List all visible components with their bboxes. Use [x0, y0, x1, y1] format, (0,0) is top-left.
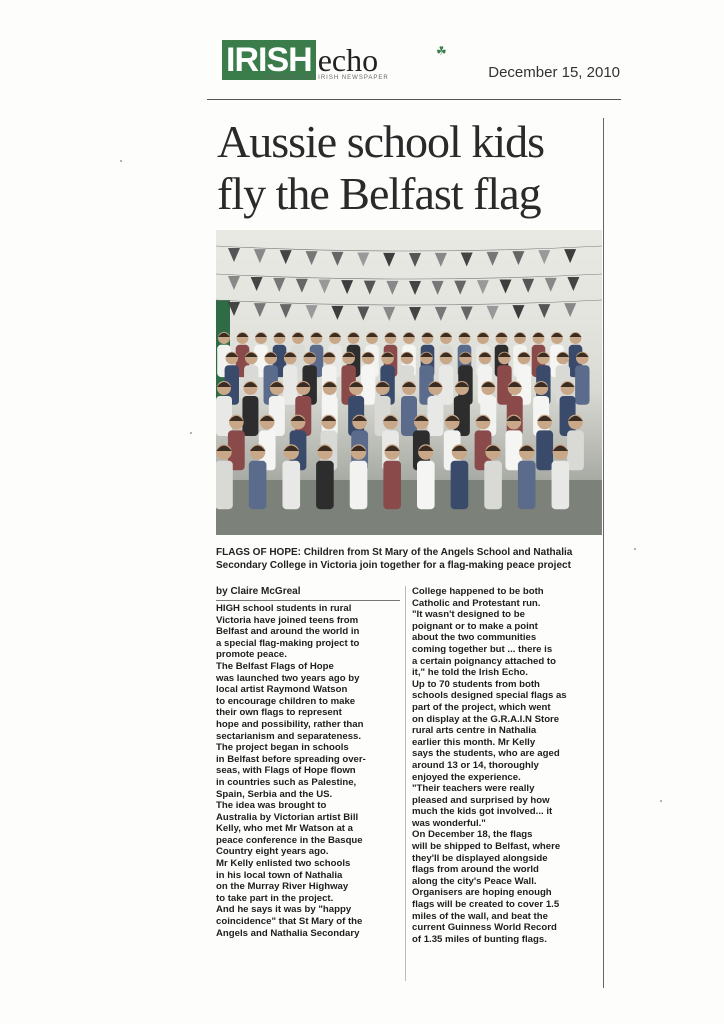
article-line: On December 18, the flags [412, 829, 533, 841]
logo-echo: echo [317, 42, 379, 78]
bunting-pennant [564, 249, 576, 263]
bunting-pennant [409, 253, 421, 267]
student-body [216, 461, 233, 509]
bunting-pennant [228, 276, 240, 290]
article-column-2 [412, 586, 598, 945]
bunting-pennant [538, 250, 550, 264]
article-line: in his local town of Nathalia [216, 869, 343, 881]
student-hair [496, 333, 508, 337]
student-hair [366, 333, 378, 337]
bunting-pennant [341, 280, 353, 294]
bunting-pennant [435, 307, 447, 321]
article-line: will be shipped to Belfast, where [412, 841, 561, 853]
article-line: it," he told the Irish Echo. [412, 667, 528, 679]
student-hair [255, 333, 267, 337]
article-line: was launched two years ago by [216, 672, 360, 684]
article-line: to take part in the project. [216, 892, 334, 904]
student-hair [551, 333, 563, 337]
article-line: pleased and surprised by how [412, 794, 550, 806]
photo-caption [216, 546, 606, 572]
bunting-pennant [522, 279, 534, 293]
bunting-pennant [228, 248, 240, 262]
student-body [575, 365, 589, 405]
article-line: hope and possibility, rather than [216, 718, 364, 730]
student-hair [274, 333, 286, 337]
student-body [552, 461, 570, 509]
article-line: schools designed special flags as [412, 690, 567, 702]
bunting-pennant [273, 278, 285, 292]
bunting-pennant [251, 277, 263, 291]
bunting-pennant [280, 250, 292, 264]
article-line: College happened to be both [412, 586, 544, 597]
article-line: Spain, Serbia and the US. [216, 788, 333, 800]
bunting-pennant [364, 281, 376, 295]
irish-echo-logo [222, 40, 447, 81]
article-line: to encourage children to make [216, 695, 356, 707]
logo-irish: IRISH [222, 40, 316, 80]
article-line: in countries such as Palestine, [216, 776, 357, 788]
article-line: Up to 70 students from both [412, 678, 540, 690]
student-body [567, 430, 584, 470]
bunting-pennant [386, 281, 398, 295]
article-line: rural arts centre in Nathalia [412, 725, 537, 737]
article-line: says the students, who are aged [412, 748, 560, 760]
bunting-pennant [254, 249, 266, 263]
article-line: The idea was brought to [216, 800, 327, 812]
article-line: was wonderful." [412, 817, 486, 829]
student-body [249, 461, 267, 509]
article-line: Kelly, who met Mr Watson at a [216, 823, 353, 835]
student-body [401, 396, 417, 436]
masthead-rule [207, 99, 621, 100]
student-body [216, 396, 232, 436]
article-line: coincidence" that St Mary of the [216, 916, 363, 928]
bunting-pennant [331, 252, 343, 266]
student-hair [422, 333, 434, 337]
article-line: a certain poignancy attached to [412, 655, 556, 667]
bunting-pennant [306, 305, 318, 319]
bunting-pennant [383, 253, 395, 267]
student-hair [311, 333, 323, 337]
article-line: much the kids got involved... it [412, 806, 553, 818]
headline-line-2: fly the Belfast flag [217, 168, 541, 219]
publication-date: December 15, 2010 [488, 64, 620, 81]
student-hair [553, 445, 568, 451]
student-hair [533, 333, 545, 337]
article-line: promote peace. [216, 649, 287, 661]
article-line: Victoria have joined teens from [216, 614, 359, 626]
group-photo-illustration [216, 230, 602, 535]
bunting-pennant [512, 251, 524, 265]
bunting-pennant [461, 307, 473, 321]
student-body [242, 396, 258, 436]
student-hair [385, 333, 397, 337]
logo-tagline: AUSTRALIA'S IRISH NEWSPAPER [266, 75, 389, 81]
bunting-pennant [409, 281, 421, 295]
student-body [417, 461, 435, 509]
group-photo [216, 230, 602, 535]
article-line: along the city's Peace Wall. [412, 875, 537, 887]
article-line: Country eight years ago. [216, 846, 329, 858]
article-line: Organisers are hoping enough [412, 887, 552, 899]
bunting-pennant [357, 253, 369, 267]
student-hair [237, 333, 249, 337]
article-line: on the Murray River Highway [216, 881, 349, 893]
scan-speck [634, 548, 636, 550]
bunting-pennant [409, 307, 421, 321]
bunting-pennant [306, 251, 318, 265]
bunting-pennant [454, 281, 466, 295]
bunting-pennant [512, 305, 524, 319]
article-line: they'll be displayed alongside [412, 852, 548, 864]
article-line: "Their teachers were really [412, 783, 535, 795]
article-line: their own flags to represent [216, 707, 342, 719]
bunting-pennant [487, 252, 499, 266]
student-hair [459, 333, 471, 337]
bunting-pennant [538, 304, 550, 318]
article-line: Angels and Nathalia Secondary [216, 927, 360, 939]
student-hair [477, 333, 489, 337]
student-body [484, 461, 502, 509]
article-line: peace conference in the Basque [216, 834, 363, 846]
bunting-pennant [254, 303, 266, 317]
student-body [283, 365, 297, 405]
article-line: seas, with Flags of Hope flown [216, 765, 356, 777]
bunting-pennant [564, 303, 576, 317]
article-line: a special flag-making project to [216, 637, 360, 649]
student-hair [329, 333, 341, 337]
bunting-pennant [477, 280, 489, 294]
byline-rule [216, 600, 400, 601]
caption-text: Children from St Mary of the Angels School and Nathalia Secondary College in Victoria join together for a flag-making peace project [216, 547, 573, 571]
column-divider [405, 586, 406, 981]
photo-floor [216, 480, 602, 535]
bunting-pennant [500, 280, 512, 294]
bunting-pennant [461, 253, 473, 267]
article-line: flags from around the world [412, 864, 539, 876]
student-body [451, 461, 469, 509]
bunting-pennant [545, 278, 557, 292]
byline: by Claire McGreal [216, 586, 301, 597]
article-line: local artist Raymond Watson [216, 684, 348, 696]
scan-speck [190, 432, 192, 434]
bunting-pennant [435, 253, 447, 267]
article-column-1 [216, 603, 402, 939]
bunting-pennant [567, 277, 579, 291]
article-line: earlier this month. Mr Kelly [412, 736, 536, 748]
article-line: "It wasn't designed to be [412, 609, 525, 621]
article-line: on display at the G.R.A.I.N Store [412, 713, 560, 725]
article-line: Catholic and Protestant run. [412, 597, 541, 609]
student-hair [570, 333, 582, 337]
article-line: of 1.35 miles of bunting flags. [412, 933, 547, 945]
article-line: around 13 or 14, thoroughly [412, 759, 539, 771]
article-line: Mr Kelly enlisted two schools [216, 858, 351, 870]
student-body [383, 461, 401, 509]
article-line: The Belfast Flags of Hope [216, 660, 334, 672]
bunting-pennant [357, 307, 369, 321]
student-hair [292, 333, 304, 337]
article-line: current Guinness World Record [412, 922, 557, 934]
article-line: And he says it was by "happy [216, 904, 352, 916]
article-line: HIGH school students in rural [216, 603, 352, 614]
article-line: poignant or to make a point [412, 620, 538, 632]
bunting-pennant [296, 279, 308, 293]
article-line: part of the project, which went [412, 701, 551, 713]
shamrock-icon: ☘ [436, 44, 447, 58]
article-line: flags will be created to cover 1.5 [412, 899, 560, 911]
article-line: coming together but ... there is [412, 643, 553, 655]
article-line: enjoyed the experience. [412, 771, 521, 783]
bunting-pennant [319, 280, 331, 294]
student-body [518, 461, 536, 509]
bunting-pennant [280, 304, 292, 318]
bunting-pennant [383, 307, 395, 321]
article-headline [217, 116, 607, 220]
bunting-pennant [487, 306, 499, 320]
article-line: Belfast and around the world in [216, 626, 360, 638]
article-line: sectarianism and separateness. [216, 730, 362, 742]
bunting-pennant [432, 281, 444, 295]
student-hair [440, 333, 452, 337]
headline-line-1: Aussie school kids [217, 116, 544, 167]
student-body [316, 461, 334, 509]
scan-speck [120, 160, 122, 162]
bunting-pennant [331, 306, 343, 320]
scan-speck [660, 800, 662, 802]
student-body [282, 461, 300, 509]
student-hair [403, 333, 415, 337]
student-body [350, 461, 368, 509]
masthead [222, 40, 622, 84]
student-body [536, 430, 553, 470]
caption-lead: FLAGS OF HOPE: [216, 547, 301, 558]
student-hair [514, 333, 526, 337]
student-body [427, 396, 443, 436]
article-line: about the two communities [412, 632, 537, 644]
article-line: in Belfast before spreading over- [216, 753, 366, 765]
article-line: miles of the wall, and beat the [412, 910, 548, 922]
article-line: Australia by Victorian artist Bill [216, 811, 359, 823]
student-hair [348, 333, 360, 337]
article-line: The project began in schools [216, 742, 349, 754]
